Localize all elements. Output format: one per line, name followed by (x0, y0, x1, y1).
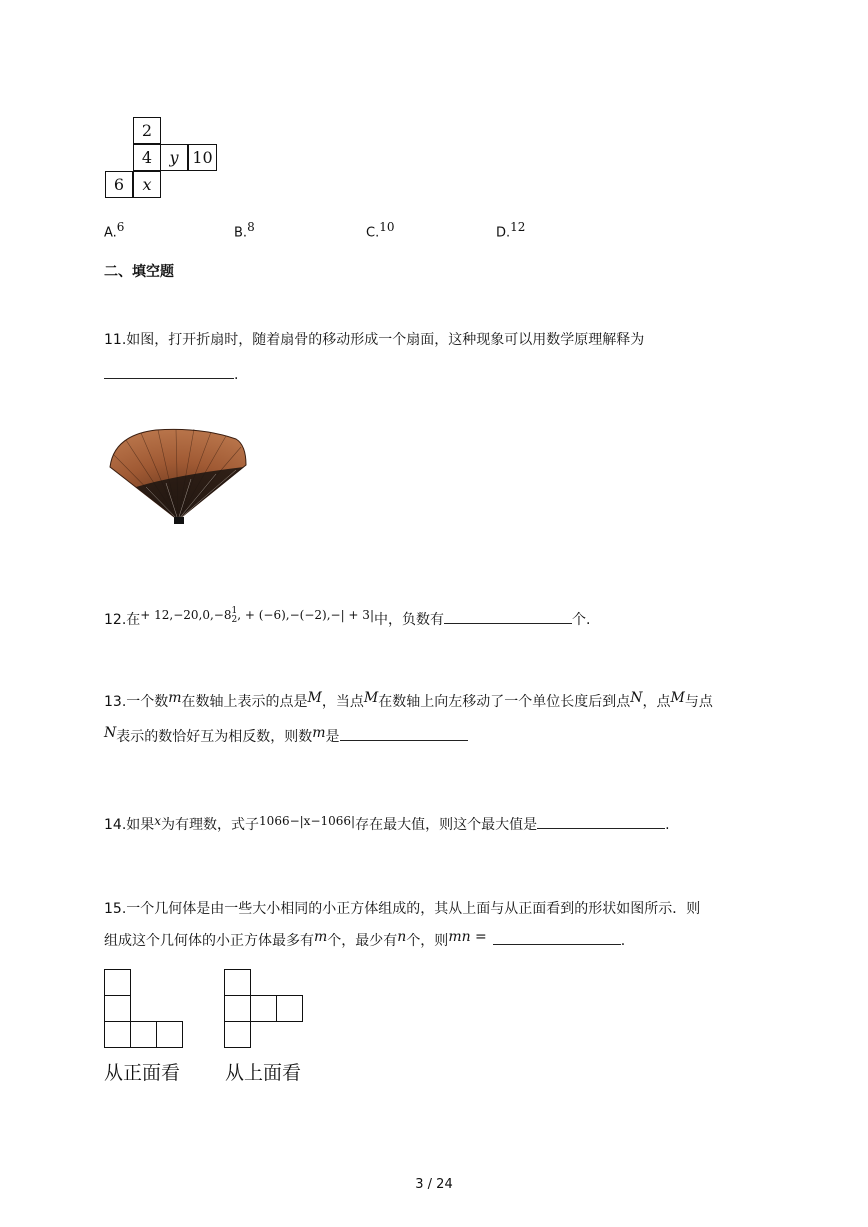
q12-frac-den: 2 (231, 614, 238, 625)
q13-line1 (104, 692, 713, 712)
option-a-label: A. (104, 225, 117, 241)
front-view-square (104, 969, 131, 996)
q15-var-m: m (314, 929, 328, 945)
option-b-value: 8 (247, 220, 255, 234)
q14-expr: 1066−|x−1066| (259, 814, 356, 828)
q14-p1: 14.如果 (104, 817, 155, 833)
q13-line2-end: 是 (325, 729, 340, 745)
q13-line2 (104, 726, 468, 747)
q14-line (104, 814, 670, 835)
top-view-square (224, 969, 251, 996)
q15-p1: 组成这个几何体的小正方体最多有 (104, 933, 314, 949)
top-view-square (224, 1021, 251, 1048)
q15-line1: 15.一个几何体是由一些大小相同的小正方体组成的，其从上面与从正面看到的形状如图所示．则 (104, 901, 701, 917)
q13-p6: 与点 (684, 694, 713, 710)
q12-end: 个. (571, 612, 591, 628)
top-view-square (224, 995, 251, 1022)
front-view-square (156, 1021, 183, 1048)
option-b[interactable] (234, 220, 255, 240)
option-d-label: D. (496, 225, 511, 241)
q11-answer-line (104, 364, 238, 385)
net-cell-x: x (133, 171, 161, 198)
q12-expr-a: + 12,−20,0,−8 (140, 608, 232, 622)
q15-var-n: n (397, 929, 407, 945)
q14-blank[interactable] (537, 814, 665, 829)
q15-end: . (620, 933, 626, 949)
q13-p4: 在数轴上向左移动了一个单位长度后到点 (378, 694, 631, 710)
q11-blank[interactable] (104, 364, 234, 379)
front-view-square (104, 995, 131, 1022)
option-c-label: C. (366, 225, 380, 241)
option-d[interactable] (496, 220, 525, 240)
q15-mn: mn = (448, 929, 487, 945)
q13-p3: ，当点 (321, 694, 364, 710)
top-view-square (276, 995, 303, 1022)
q12-prefix: 12.在 (104, 612, 141, 628)
front-view-square (104, 1021, 131, 1048)
option-d-value: 12 (510, 220, 526, 234)
option-c-value: 10 (379, 220, 395, 234)
option-c[interactable] (366, 220, 395, 240)
net-cell-6: 6 (105, 171, 133, 198)
option-a[interactable] (104, 220, 124, 240)
q11-end: . (234, 367, 239, 383)
q12-expr (140, 605, 374, 625)
q15-blank[interactable] (493, 930, 621, 945)
q13-p1: 13.一个数 (104, 694, 169, 710)
q14-end: . (665, 817, 670, 833)
q12-line (104, 605, 591, 630)
q13-var-m2: m (312, 725, 326, 741)
q15-p2: 个，最少有 (327, 933, 398, 949)
q12-blank[interactable] (444, 609, 572, 624)
option-a-value: 6 (116, 220, 125, 234)
q13-var-N: N (630, 690, 643, 706)
q13-var-m: m (168, 690, 182, 706)
q15-p3: 个，则 (406, 933, 449, 949)
q13-blank[interactable] (340, 726, 468, 741)
net-cell-y: y (160, 144, 188, 171)
q14-var-x: x (154, 814, 162, 828)
q13-var-M2: M (363, 690, 379, 706)
front-view-caption: 从正面看 (104, 1062, 181, 1084)
section-title: 二、填空题 (104, 264, 174, 280)
top-view-caption: 从上面看 (225, 1062, 302, 1084)
q12-mid: 中，负数有 (373, 612, 444, 628)
front-view-square (130, 1021, 157, 1048)
q13-p5: ，点 (642, 694, 671, 710)
q13-var-N2: N (104, 725, 117, 741)
q12-expr-b: , + (−6),−(−2),−| + 3| (237, 608, 374, 622)
net-cell-2: 2 (133, 117, 161, 144)
folding-fan-image (106, 425, 251, 530)
q14-p2: 为有理数，式子 (161, 817, 260, 833)
q15-line2 (104, 930, 625, 951)
net-cell-10: 10 (188, 144, 217, 171)
q14-p3: 存在最大值，则这个最大值是 (355, 817, 538, 833)
option-b-label: B. (234, 225, 248, 241)
q13-line2-text: 表示的数恰好互为相反数，则数 (116, 729, 313, 745)
q12-frac-num: 1 (231, 605, 238, 616)
net-cell-4: 4 (133, 144, 161, 171)
q11-text: 11.如图，打开折扇时，随着扇骨的移动形成一个扇面，这种现象可以用数学原理解释为 (104, 332, 645, 348)
top-view-square (250, 995, 277, 1022)
q13-var-M3: M (670, 690, 685, 706)
q13-p2: 在数轴上表示的点是 (181, 694, 308, 710)
page-number: 3 / 24 (415, 1177, 453, 1192)
q13-var-M: M (307, 690, 322, 706)
